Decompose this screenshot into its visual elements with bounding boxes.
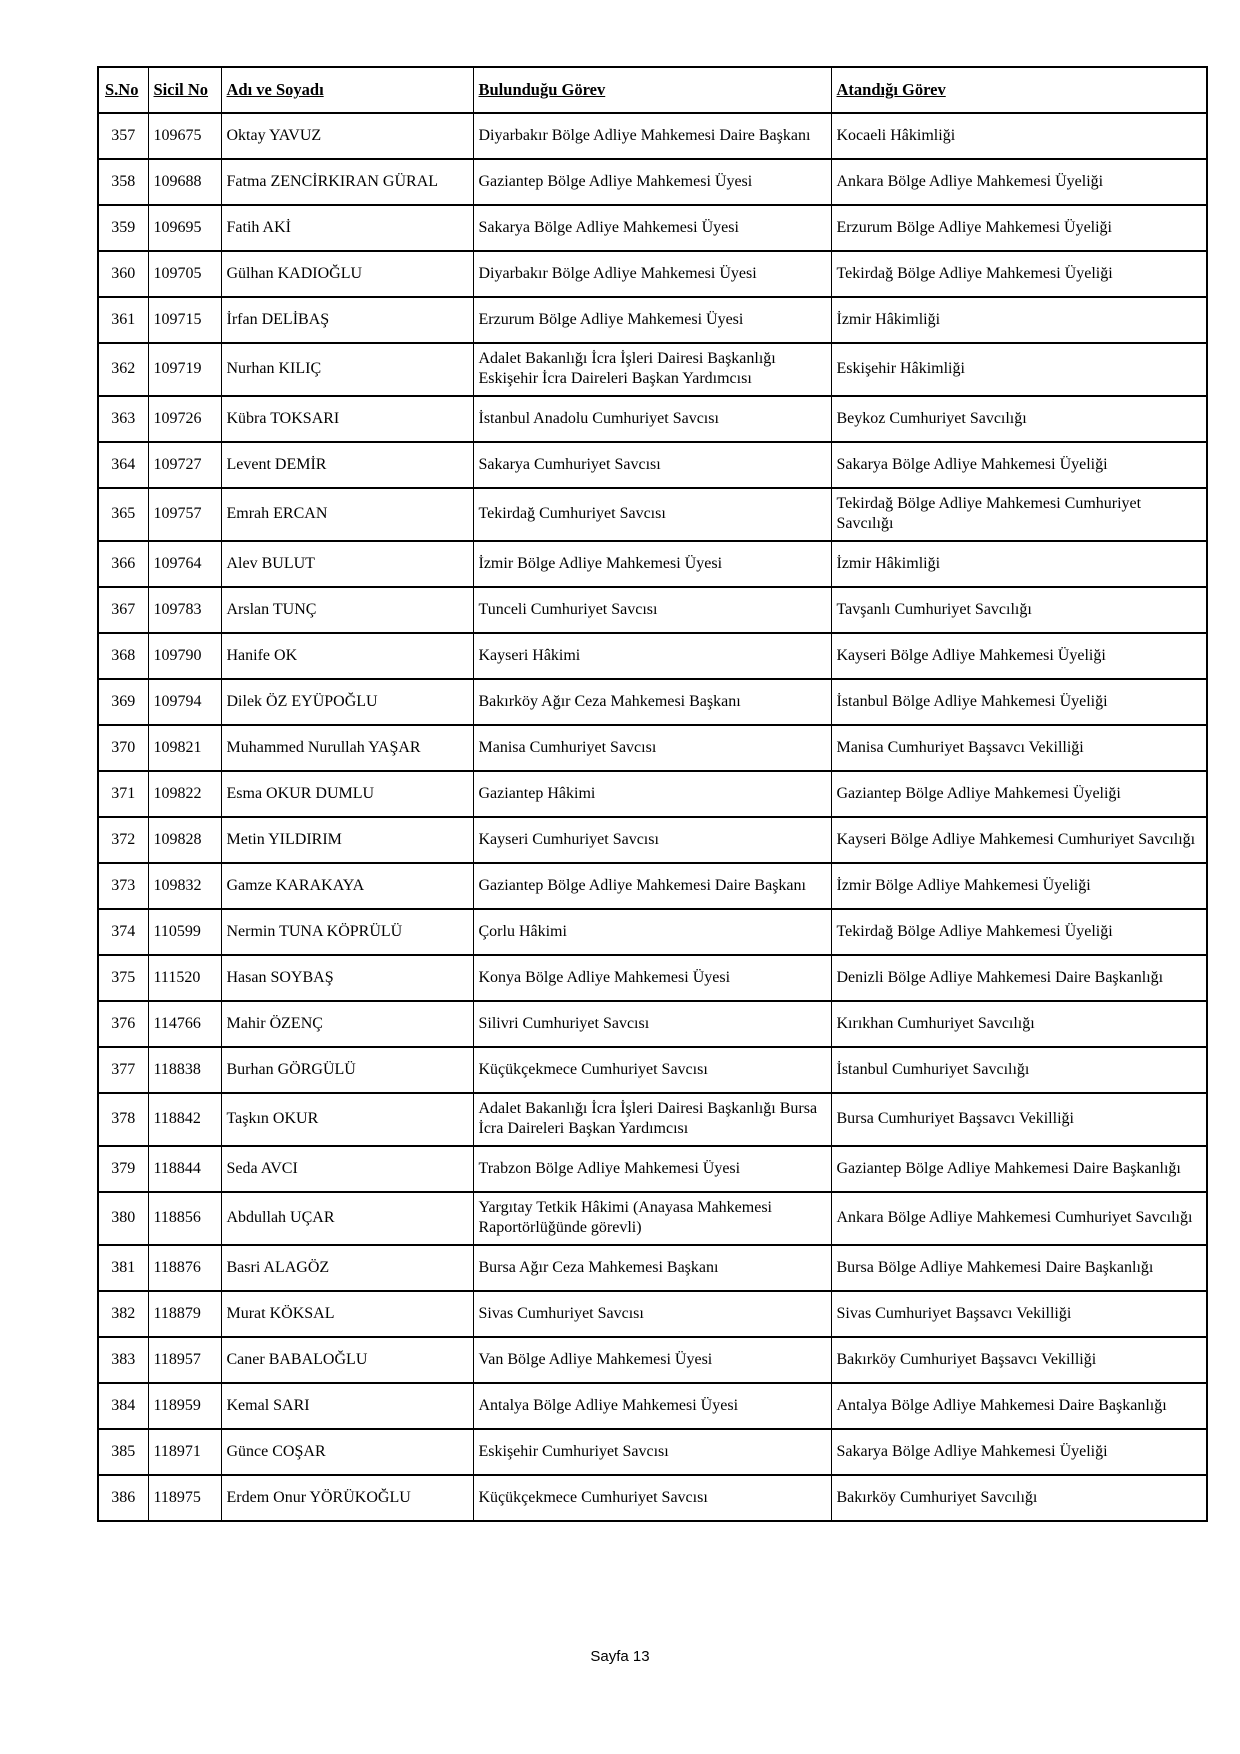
table-row — [98, 113, 1207, 159]
serial-number-cell: 382 — [98, 1291, 148, 1337]
current-position-cell: Sakarya Cumhuriyet Savcısı — [473, 442, 831, 488]
current-position-cell: Tekirdağ Cumhuriyet Savcısı — [473, 488, 831, 541]
assigned-position-cell: Bakırköy Cumhuriyet Başsavcı Vekilliği — [831, 1337, 1207, 1383]
table-row — [98, 771, 1207, 817]
current-position-cell: Konya Bölge Adliye Mahkemesi Üyesi — [473, 955, 831, 1001]
table-row — [98, 488, 1207, 541]
name-cell: Caner BABALOĞLU — [221, 1337, 473, 1383]
current-position-cell: Silivri Cumhuriyet Savcısı — [473, 1001, 831, 1047]
current-position-cell: Kayseri Hâkimi — [473, 633, 831, 679]
name-cell: Fatih AKİ — [221, 205, 473, 251]
registry-number-cell: 109822 — [148, 771, 221, 817]
current-position-cell: İstanbul Anadolu Cumhuriyet Savcısı — [473, 396, 831, 442]
serial-number-cell: 358 — [98, 159, 148, 205]
table-row — [98, 1291, 1207, 1337]
name-cell: Dilek ÖZ EYÜPOĞLU — [221, 679, 473, 725]
name-cell: Burhan GÖRGÜLÜ — [221, 1047, 473, 1093]
name-cell: Abdullah UÇAR — [221, 1192, 473, 1245]
registry-number-cell: 118842 — [148, 1093, 221, 1146]
current-position-cell: Bursa Ağır Ceza Mahkemesi Başkanı — [473, 1245, 831, 1291]
registry-number-cell: 109757 — [148, 488, 221, 541]
serial-number-cell: 357 — [98, 113, 148, 159]
serial-number-cell: 366 — [98, 541, 148, 587]
table-row — [98, 679, 1207, 725]
assigned-position-cell: Denizli Bölge Adliye Mahkemesi Daire Başkanlığı — [831, 955, 1207, 1001]
name-cell: Erdem Onur YÖRÜKOĞLU — [221, 1475, 473, 1521]
registry-number-cell: 110599 — [148, 909, 221, 955]
serial-number-cell: 378 — [98, 1093, 148, 1146]
name-cell: Hanife OK — [221, 633, 473, 679]
current-position-cell: Bakırköy Ağır Ceza Mahkemesi Başkanı — [473, 679, 831, 725]
table-row — [98, 1146, 1207, 1192]
appointments-table-container — [97, 66, 1208, 1522]
table-row — [98, 817, 1207, 863]
name-cell: Gamze KARAKAYA — [221, 863, 473, 909]
name-cell: Hasan SOYBAŞ — [221, 955, 473, 1001]
table-row — [98, 863, 1207, 909]
current-position-cell: Antalya Bölge Adliye Mahkemesi Üyesi — [473, 1383, 831, 1429]
assigned-position-cell: Eskişehir Hâkimliği — [831, 343, 1207, 396]
serial-number-cell: 367 — [98, 587, 148, 633]
registry-number-cell: 118879 — [148, 1291, 221, 1337]
current-position-cell: Adalet Bakanlığı İcra İşleri Dairesi Başkanlığı Bursa İcra Daireleri Başkan Yardımcısı — [473, 1093, 831, 1146]
table-row — [98, 396, 1207, 442]
assigned-position-cell: Kocaeli Hâkimliği — [831, 113, 1207, 159]
name-cell: Levent DEMİR — [221, 442, 473, 488]
serial-number-cell: 380 — [98, 1192, 148, 1245]
current-position-cell: Gaziantep Bölge Adliye Mahkemesi Daire Başkanı — [473, 863, 831, 909]
name-cell: Nermin TUNA KÖPRÜLÜ — [221, 909, 473, 955]
name-cell: Kemal SARI — [221, 1383, 473, 1429]
assigned-position-cell: Ankara Bölge Adliye Mahkemesi Üyeliği — [831, 159, 1207, 205]
assigned-position-cell: Kayseri Bölge Adliye Mahkemesi Cumhuriyet Savcılığı — [831, 817, 1207, 863]
table-row — [98, 955, 1207, 1001]
registry-number-cell: 109726 — [148, 396, 221, 442]
assigned-position-cell: Sivas Cumhuriyet Başsavcı Vekilliği — [831, 1291, 1207, 1337]
table-row — [98, 909, 1207, 955]
serial-number-cell: 384 — [98, 1383, 148, 1429]
current-position-cell: İzmir Bölge Adliye Mahkemesi Üyesi — [473, 541, 831, 587]
table-row — [98, 1001, 1207, 1047]
registry-number-cell: 118971 — [148, 1429, 221, 1475]
name-cell: Esma OKUR DUMLU — [221, 771, 473, 817]
registry-number-cell: 109790 — [148, 633, 221, 679]
registry-number-cell: 118856 — [148, 1192, 221, 1245]
current-position-cell: Trabzon Bölge Adliye Mahkemesi Üyesi — [473, 1146, 831, 1192]
table-row — [98, 1337, 1207, 1383]
serial-number-cell: 361 — [98, 297, 148, 343]
serial-number-cell: 385 — [98, 1429, 148, 1475]
name-cell: Arslan TUNÇ — [221, 587, 473, 633]
name-cell: Nurhan KILIÇ — [221, 343, 473, 396]
assigned-position-cell: İzmir Hâkimliği — [831, 541, 1207, 587]
registry-number-cell: 118975 — [148, 1475, 221, 1521]
table-row — [98, 205, 1207, 251]
name-cell: Alev BULUT — [221, 541, 473, 587]
assigned-position-cell: Bakırköy Cumhuriyet Savcılığı — [831, 1475, 1207, 1521]
serial-number-cell: 368 — [98, 633, 148, 679]
table-row — [98, 442, 1207, 488]
current-position-cell: Gaziantep Hâkimi — [473, 771, 831, 817]
assigned-position-cell: İstanbul Bölge Adliye Mahkemesi Üyeliği — [831, 679, 1207, 725]
registry-number-cell: 109695 — [148, 205, 221, 251]
name-cell: Basri ALAGÖZ — [221, 1245, 473, 1291]
current-position-cell: Yargıtay Tetkik Hâkimi (Anayasa Mahkemesi Raportörlüğünde görevli) — [473, 1192, 831, 1245]
assigned-position-cell: Ankara Bölge Adliye Mahkemesi Cumhuriyet Savcılığı — [831, 1192, 1207, 1245]
registry-number-cell: 109675 — [148, 113, 221, 159]
serial-number-cell: 381 — [98, 1245, 148, 1291]
assigned-position-cell: Tavşanlı Cumhuriyet Savcılığı — [831, 587, 1207, 633]
assigned-position-cell: İzmir Bölge Adliye Mahkemesi Üyeliği — [831, 863, 1207, 909]
registry-number-cell: 109783 — [148, 587, 221, 633]
header-registry-number: Sicil No — [148, 67, 221, 113]
serial-number-cell: 360 — [98, 251, 148, 297]
assigned-position-cell: Gaziantep Bölge Adliye Mahkemesi Daire Başkanlığı — [831, 1146, 1207, 1192]
table-row — [98, 1047, 1207, 1093]
name-cell: Mahir ÖZENÇ — [221, 1001, 473, 1047]
appointments-table-body — [98, 113, 1207, 1521]
name-cell: Taşkın OKUR — [221, 1093, 473, 1146]
assigned-position-cell: Tekirdağ Bölge Adliye Mahkemesi Cumhuriyet Savcılığı — [831, 488, 1207, 541]
name-cell: Fatma ZENCİRKIRAN GÜRAL — [221, 159, 473, 205]
registry-number-cell: 109764 — [148, 541, 221, 587]
serial-number-cell: 375 — [98, 955, 148, 1001]
table-row — [98, 1429, 1207, 1475]
registry-number-cell: 109821 — [148, 725, 221, 771]
registry-number-cell: 109727 — [148, 442, 221, 488]
serial-number-cell: 369 — [98, 679, 148, 725]
serial-number-cell: 379 — [98, 1146, 148, 1192]
assigned-position-cell: İzmir Hâkimliği — [831, 297, 1207, 343]
table-row — [98, 1245, 1207, 1291]
serial-number-cell: 362 — [98, 343, 148, 396]
assigned-position-cell: Tekirdağ Bölge Adliye Mahkemesi Üyeliği — [831, 251, 1207, 297]
current-position-cell: Küçükçekmece Cumhuriyet Savcısı — [473, 1475, 831, 1521]
current-position-cell: Sivas Cumhuriyet Savcısı — [473, 1291, 831, 1337]
current-position-cell: Erzurum Bölge Adliye Mahkemesi Üyesi — [473, 297, 831, 343]
serial-number-cell: 359 — [98, 205, 148, 251]
table-row — [98, 587, 1207, 633]
name-cell: Gülhan KADIOĞLU — [221, 251, 473, 297]
header-serial-number: S.No — [98, 67, 148, 113]
name-cell: Oktay YAVUZ — [221, 113, 473, 159]
table-row — [98, 1475, 1207, 1521]
registry-number-cell: 109719 — [148, 343, 221, 396]
registry-number-cell: 118876 — [148, 1245, 221, 1291]
assigned-position-cell: Kayseri Bölge Adliye Mahkemesi Üyeliği — [831, 633, 1207, 679]
registry-number-cell: 118838 — [148, 1047, 221, 1093]
table-row — [98, 159, 1207, 205]
serial-number-cell: 376 — [98, 1001, 148, 1047]
header-current-position: Bulunduğu Görev — [473, 67, 831, 113]
assigned-position-cell: Bursa Bölge Adliye Mahkemesi Daire Başkanlığı — [831, 1245, 1207, 1291]
current-position-cell: Adalet Bakanlığı İcra İşleri Dairesi Başkanlığı Eskişehir İcra Daireleri Başkan Yardımcısı — [473, 343, 831, 396]
current-position-cell: Gaziantep Bölge Adliye Mahkemesi Üyesi — [473, 159, 831, 205]
assigned-position-cell: İstanbul Cumhuriyet Savcılığı — [831, 1047, 1207, 1093]
assigned-position-cell: Sakarya Bölge Adliye Mahkemesi Üyeliği — [831, 442, 1207, 488]
table-header — [98, 67, 1207, 113]
current-position-cell: Manisa Cumhuriyet Savcısı — [473, 725, 831, 771]
name-cell: Günce COŞAR — [221, 1429, 473, 1475]
current-position-cell: Van Bölge Adliye Mahkemesi Üyesi — [473, 1337, 831, 1383]
appointments-table — [97, 66, 1208, 1522]
registry-number-cell: 118844 — [148, 1146, 221, 1192]
serial-number-cell: 372 — [98, 817, 148, 863]
registry-number-cell: 109688 — [148, 159, 221, 205]
registry-number-cell: 109715 — [148, 297, 221, 343]
name-cell: İrfan DELİBAŞ — [221, 297, 473, 343]
table-row — [98, 1192, 1207, 1245]
serial-number-cell: 364 — [98, 442, 148, 488]
registry-number-cell: 109828 — [148, 817, 221, 863]
current-position-cell: Kayseri Cumhuriyet Savcısı — [473, 817, 831, 863]
serial-number-cell: 371 — [98, 771, 148, 817]
registry-number-cell: 111520 — [148, 955, 221, 1001]
table-row — [98, 633, 1207, 679]
name-cell: Metin YILDIRIM — [221, 817, 473, 863]
assigned-position-cell: Manisa Cumhuriyet Başsavcı Vekilliği — [831, 725, 1207, 771]
table-row — [98, 297, 1207, 343]
current-position-cell: Diyarbakır Bölge Adliye Mahkemesi Daire Başkanı — [473, 113, 831, 159]
registry-number-cell: 109832 — [148, 863, 221, 909]
table-row — [98, 1383, 1207, 1429]
registry-number-cell: 109705 — [148, 251, 221, 297]
assigned-position-cell: Gaziantep Bölge Adliye Mahkemesi Üyeliği — [831, 771, 1207, 817]
serial-number-cell: 363 — [98, 396, 148, 442]
header-name-surname: Adı ve Soyadı — [221, 67, 473, 113]
serial-number-cell: 373 — [98, 863, 148, 909]
serial-number-cell: 370 — [98, 725, 148, 771]
current-position-cell: Diyarbakır Bölge Adliye Mahkemesi Üyesi — [473, 251, 831, 297]
table-row — [98, 725, 1207, 771]
assigned-position-cell: Beykoz Cumhuriyet Savcılığı — [831, 396, 1207, 442]
name-cell: Kübra TOKSARI — [221, 396, 473, 442]
assigned-position-cell: Kırıkhan Cumhuriyet Savcılığı — [831, 1001, 1207, 1047]
assigned-position-cell: Antalya Bölge Adliye Mahkemesi Daire Başkanlığı — [831, 1383, 1207, 1429]
current-position-cell: Tunceli Cumhuriyet Savcısı — [473, 587, 831, 633]
serial-number-cell: 365 — [98, 488, 148, 541]
table-row — [98, 251, 1207, 297]
name-cell: Emrah ERCAN — [221, 488, 473, 541]
name-cell: Muhammed Nurullah YAŞAR — [221, 725, 473, 771]
registry-number-cell: 109794 — [148, 679, 221, 725]
assigned-position-cell: Bursa Cumhuriyet Başsavcı Vekilliği — [831, 1093, 1207, 1146]
serial-number-cell: 386 — [98, 1475, 148, 1521]
header-assigned-position: Atandığı Görev — [831, 67, 1207, 113]
assigned-position-cell: Tekirdağ Bölge Adliye Mahkemesi Üyeliği — [831, 909, 1207, 955]
name-cell: Murat KÖKSAL — [221, 1291, 473, 1337]
registry-number-cell: 118959 — [148, 1383, 221, 1429]
table-row — [98, 343, 1207, 396]
serial-number-cell: 374 — [98, 909, 148, 955]
assigned-position-cell: Erzurum Bölge Adliye Mahkemesi Üyeliği — [831, 205, 1207, 251]
serial-number-cell: 377 — [98, 1047, 148, 1093]
registry-number-cell: 118957 — [148, 1337, 221, 1383]
name-cell: Seda AVCI — [221, 1146, 473, 1192]
registry-number-cell: 114766 — [148, 1001, 221, 1047]
current-position-cell: Eskişehir Cumhuriyet Savcısı — [473, 1429, 831, 1475]
page-number-footer: Sayfa 13 — [590, 1648, 650, 1665]
current-position-cell: Küçükçekmece Cumhuriyet Savcısı — [473, 1047, 831, 1093]
current-position-cell: Sakarya Bölge Adliye Mahkemesi Üyesi — [473, 205, 831, 251]
table-row — [98, 541, 1207, 587]
header-row — [98, 67, 1207, 113]
current-position-cell: Çorlu Hâkimi — [473, 909, 831, 955]
assigned-position-cell: Sakarya Bölge Adliye Mahkemesi Üyeliği — [831, 1429, 1207, 1475]
serial-number-cell: 383 — [98, 1337, 148, 1383]
table-row — [98, 1093, 1207, 1146]
